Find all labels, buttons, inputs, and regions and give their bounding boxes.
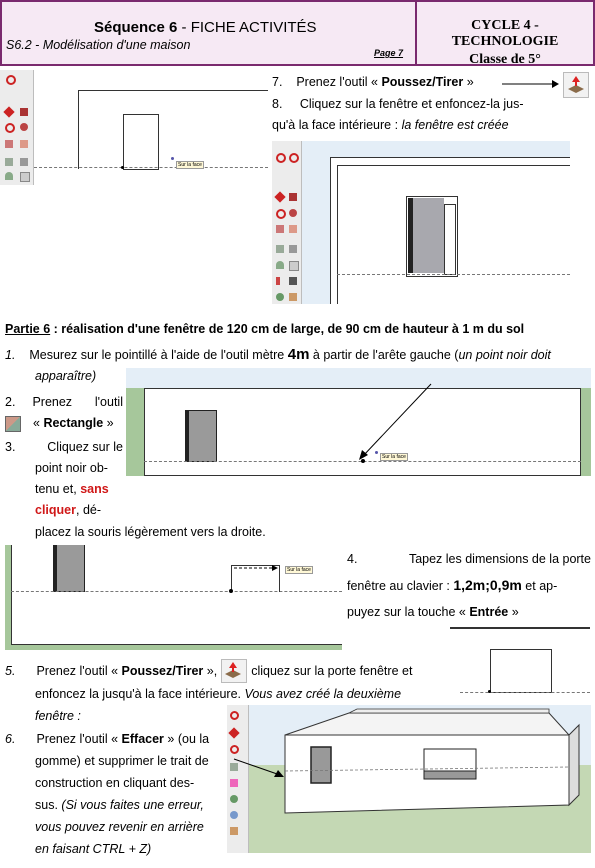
pie-tool-icon	[289, 153, 299, 163]
text-tool-icon	[20, 172, 30, 182]
follow-me-icon	[289, 209, 297, 217]
door-outline	[123, 114, 159, 170]
sketchup-toolbar-2	[272, 141, 302, 304]
arc-tool-icon	[230, 711, 239, 720]
rotate-tool-icon	[5, 123, 15, 133]
screenshot-house-3d	[227, 705, 591, 853]
step-5: 5. Prenez l'outil « Poussez/Tirer », cliquez sur la porte fenêtre et enfoncez la jusqu'à la face intérieure. Vous avez créé la deuxième fenêtre :	[5, 659, 455, 727]
tape-tool-icon	[5, 158, 13, 166]
arc-tool-icon	[6, 75, 16, 85]
sequence-title: Séquence 6 - FICHE ACTIVITÉS	[94, 19, 317, 36]
door-window	[53, 545, 85, 592]
offset-tool-icon	[289, 225, 297, 233]
rectangle-tool-icon	[5, 416, 21, 432]
screenshot-rectangle-drag	[5, 545, 342, 650]
partie-6-title: Partie 6 : réalisation d'une fenêtre de 120 cm de large, de 90 cm de hauteur à 1 m du sol	[5, 322, 525, 336]
rotate-tool-icon	[276, 209, 286, 219]
text-tool-icon	[289, 261, 299, 271]
step-1: 1. Mesurez sur le pointillé à l'aide de l'outil mètre 4m à partir de l'arête gauche (un point noir doit apparaître)	[5, 346, 551, 383]
header-right	[415, 0, 595, 66]
rotate-tool-icon	[230, 745, 239, 754]
header-left	[0, 0, 417, 66]
arrow-to-icon	[502, 78, 560, 90]
dimension-tool-icon	[289, 245, 297, 253]
step-2: 2. Prenez l'outil « Rectangle »	[5, 395, 123, 430]
orbit-tool-icon	[230, 795, 238, 803]
step-3: 3. Cliquez sur le point noir ob- tenu et, sans cliquer, dé-	[5, 440, 123, 517]
dimension-tool-icon	[20, 158, 28, 166]
move-tool-icon	[228, 727, 239, 738]
pointer-arrow-2	[232, 755, 292, 785]
screenshot-door-top	[0, 70, 268, 185]
sur-la-face-tooltip: Sur la face	[178, 162, 202, 168]
door-window	[185, 410, 217, 462]
arc-tool-icon	[276, 153, 286, 163]
pan-tool-icon	[289, 293, 297, 301]
screenshot-rectangle-result	[460, 645, 590, 695]
pushpull-icon	[563, 72, 589, 98]
step-6: 6. Prenez l'outil « Effacer » (ou la gomme) et supprimer le trait de construction en cliquant des- sus. (Si vous faites une erreur, vous pouvez revenir en arrière en faisant CTRL + Z)	[5, 732, 210, 856]
step-4: 4. Tapez les dimensions de la porte fenêtre au clavier : 1,2m;0,9m et ap- puyez sur la touche « Entrée »	[347, 552, 591, 619]
cycle-label: CYCLE 4 - TECHNOLOGIE	[451, 18, 559, 49]
move-tool-icon	[274, 191, 285, 202]
step-3-continued: placez la souris légèrement vers la droite.	[35, 525, 266, 539]
move-tool-icon	[3, 106, 14, 117]
sur-la-face-tooltip: Sur la face	[382, 454, 406, 460]
scale-tool-icon	[276, 225, 284, 233]
pointer-arrow	[355, 382, 435, 462]
pushpull-tool-icon	[20, 108, 28, 116]
sur-la-face-tooltip: Sur la face	[287, 567, 311, 573]
screenshot-window-pushed	[272, 141, 570, 304]
follow-me-icon	[20, 123, 28, 131]
protractor-icon	[276, 261, 284, 269]
pan-tool-icon	[230, 827, 238, 835]
orbit-tool-icon	[276, 293, 284, 301]
step-8: 8. Cliquez sur la fenêtre et enfoncez-la jus- qu'à la face intérieure : la fenêtre est créée	[272, 97, 524, 132]
page-number: Page 7	[374, 48, 404, 58]
section-plane-icon	[289, 277, 297, 285]
scale-tool-icon	[5, 140, 13, 148]
protractor-icon	[5, 172, 13, 180]
step-7: 7. Prenez l'outil « Poussez/Tirer »	[272, 75, 474, 89]
tape-tool-icon	[276, 245, 284, 253]
sketchup-toolbar	[0, 70, 34, 185]
pushpull-icon	[221, 659, 247, 683]
house-model	[249, 705, 591, 853]
sequence-subtitle: S6.2 - Modélisation d'une maison	[6, 38, 191, 52]
classe-label: Classe de 5°	[469, 52, 541, 67]
axes-tool-icon	[276, 277, 280, 285]
offset-tool-icon	[20, 140, 28, 148]
pushpull-tool-icon	[289, 193, 297, 201]
zoom-tool-icon	[230, 811, 238, 819]
